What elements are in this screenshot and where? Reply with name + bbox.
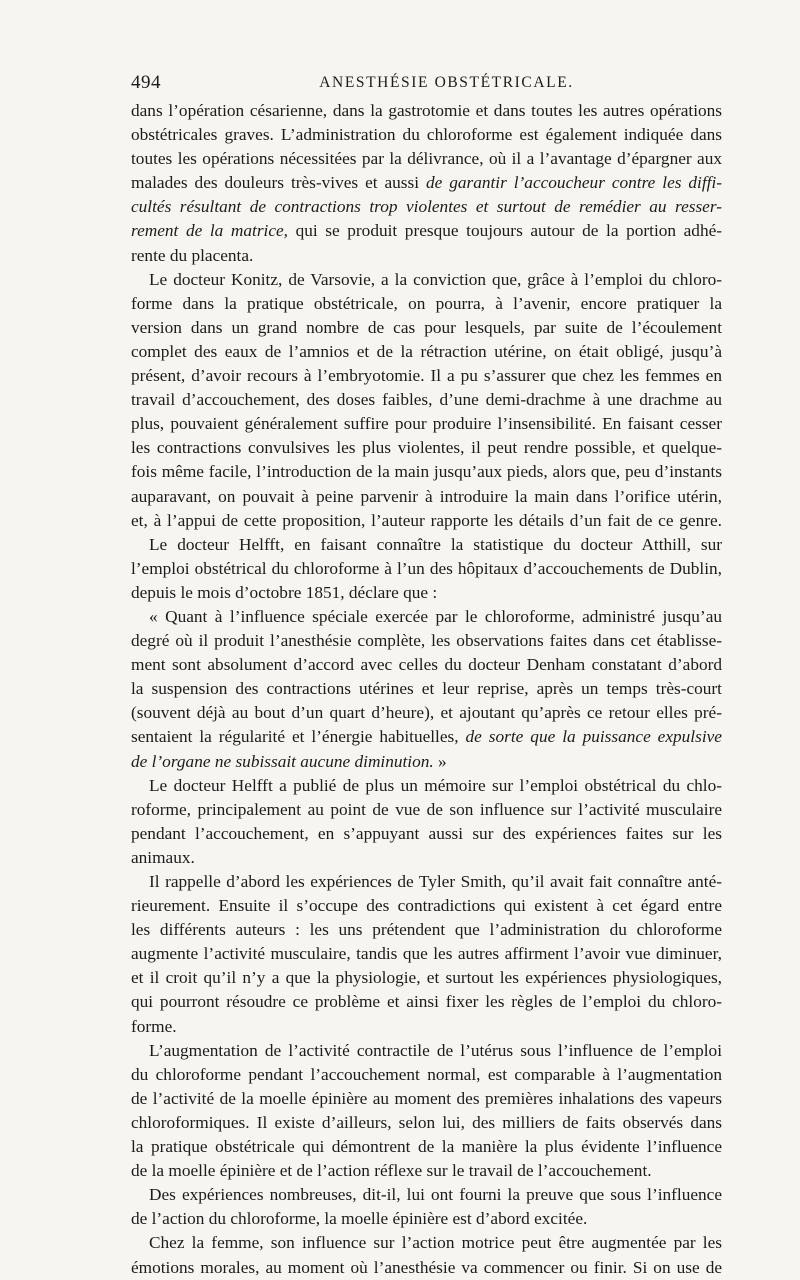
text-run: et il croit qu’il n’y a que la physiologie, et surtout les expériences physiologiques, xyxy=(131,968,722,988)
text-run: Le docteur Konitz, de Varsovie, a la conviction que, grâce à l’emploi du chloro- xyxy=(149,269,722,289)
text-run: ment sont absolument d’accord avec celles du docteur Denham constatant d’abord xyxy=(131,655,722,675)
text-line xyxy=(131,629,722,653)
text-line xyxy=(131,244,722,268)
text-line xyxy=(131,725,722,749)
text-line xyxy=(131,846,722,870)
text-line xyxy=(131,557,722,581)
page-number: 494 xyxy=(131,72,161,93)
text-line xyxy=(131,436,722,460)
text-run: Chez la femme, son influence sur l’action motrice peut être augmentée par les xyxy=(149,1233,722,1253)
text-line xyxy=(131,1063,722,1087)
italic-run: de garantir l’accoucheur contre les diffi- xyxy=(425,173,722,193)
text-line xyxy=(131,750,722,774)
italic-run: rement de la matrice, xyxy=(131,221,289,241)
text-run: complet des eaux de l’amnios et de la rétraction utérine, on était obligé, jusqu’à xyxy=(131,341,722,361)
text-line xyxy=(131,870,722,894)
text-line xyxy=(131,340,722,364)
text-line xyxy=(131,147,722,171)
text-run: du chloroforme pendant l’accouchement normal, est comparable à l’augmentation xyxy=(131,1064,722,1084)
text-run: depuis le mois d’octobre 1851, déclare que : xyxy=(131,582,438,602)
text-line xyxy=(131,1159,722,1183)
text-line xyxy=(131,485,722,509)
text-run: émotions morales, au moment où l’anesthésie va commencer ou finir. Si on use de xyxy=(131,1257,722,1277)
italic-run: de sorte que la puissance expulsive xyxy=(465,727,722,747)
text-run: Il rappelle d’abord les expériences de Tyler Smith, qu’il avait fait connaître anté- xyxy=(149,872,722,891)
text-line xyxy=(131,460,722,484)
text-line xyxy=(131,1015,722,1039)
text-line xyxy=(131,701,722,725)
text-run: sentaient la régularité et l’énergie habituelles, xyxy=(131,727,466,747)
text-line xyxy=(131,966,722,990)
text-run: l’emploi obstétrical du chloroforme à l’un des hôpitaux d’accouchements de Dublin, xyxy=(131,558,722,578)
text-run: chloroformiques. Il existe d’ailleurs, selon lui, des milliers de faits observés dans xyxy=(131,1112,722,1132)
text-line xyxy=(131,653,722,677)
text-run: « Quant à l’influence spéciale exercée par le chloroforme, administré jusqu’au xyxy=(149,606,722,626)
text-run: présent, d’avoir recours à l’embryotomie. Il a pu s’assurer que chez les femmes en xyxy=(131,366,722,386)
text-run: rieurement. Ensuite il s’occupe des contradictions qui existent à cet égard entre xyxy=(131,896,722,916)
text-line xyxy=(131,123,722,147)
text-line xyxy=(131,894,722,918)
italic-run: de l’organe ne subissait aucune diminution. xyxy=(131,751,434,771)
text-run: rente du placenta. xyxy=(131,245,254,265)
page-header xyxy=(131,72,722,96)
text-line xyxy=(131,99,722,123)
text-line xyxy=(131,1207,722,1231)
text-run: roforme, principalement au point de vue de son influence sur l’activité musculaire xyxy=(131,799,722,819)
text-line xyxy=(131,509,722,533)
text-run: dans l’opération césarienne, dans la gastrotomie et dans toutes les autres opérations xyxy=(131,101,722,120)
text-line xyxy=(131,1087,722,1111)
text-run: (souvent déjà au bout d’un quart d’heure), et ajoutant qu’après ce retour elles pré- xyxy=(131,703,722,723)
text-line xyxy=(131,268,722,292)
running-title: ANESTHÉSIE OBSTÉTRICALE. xyxy=(319,74,574,91)
text-run: de la moelle épinière et de l’action réflexe sur le travail de l’accouchement. xyxy=(131,1161,652,1181)
text-run: qui se produit presque toujours autour de la portion adhé- xyxy=(288,221,722,241)
text-line xyxy=(131,171,722,195)
text-line xyxy=(131,990,722,1014)
text-run: auparavant, on pouvait à peine parvenir à introduire la main dans l’orifice utérin, xyxy=(131,486,722,506)
text-run: les différents auteurs : les uns prétendent que l’administration du chloroforme xyxy=(131,920,722,940)
text-run: forme. xyxy=(131,1016,177,1036)
text-run: Le docteur Helfft, en faisant connaître la statistique du docteur Atthill, sur xyxy=(149,534,722,554)
text-run: de l’action du chloroforme, la moelle épinière est d’abord excitée. xyxy=(131,1209,588,1229)
text-run: version dans un grand nombre de cas pour lesquels, par suite de l’écoulement xyxy=(131,317,722,337)
text-line xyxy=(131,1135,722,1159)
text-line xyxy=(131,1111,722,1135)
text-run: et, à l’appui de cette proposition, l’auteur rapporte les détails d’un fait de ce genre. xyxy=(131,510,722,530)
text-run: malades des douleurs très-vives et aussi xyxy=(131,173,426,193)
text-run: toutes les opérations nécessitées par la délivrance, où il a l’avantage d’épargner aux xyxy=(131,149,722,169)
text-run: » xyxy=(433,751,447,771)
text-run: obstétricales graves. L’administration du chloroforme est également indiquée dans xyxy=(131,125,722,145)
text-run: forme dans la pratique obstétricale, on pourra, à l’avenir, encore pratiquer la xyxy=(131,293,722,313)
text-run: la pratique obstétricale qui démontrent de la manière la plus évidente l’influence xyxy=(131,1137,722,1157)
text-line xyxy=(131,798,722,822)
text-run: animaux. xyxy=(131,847,195,867)
text-line xyxy=(131,388,722,412)
text-run: travail d’accouchement, des doses faibles, d’une demi-drachme à une drachme au xyxy=(131,390,722,410)
text-line xyxy=(131,581,722,605)
text-line xyxy=(131,918,722,942)
text-line xyxy=(131,412,722,436)
text-line xyxy=(131,316,722,340)
text-run: Le docteur Helfft a publié de plus un mémoire sur l’emploi obstétrical du chlo- xyxy=(149,775,722,795)
text-run: qui pourront résoudre ce problème et ainsi fixer les règles de l’emploi du chloro- xyxy=(131,992,722,1012)
text-line xyxy=(131,219,722,243)
text-line xyxy=(131,364,722,388)
text-line xyxy=(131,1183,722,1207)
text-run: L’augmentation de l’activité contractile de l’utérus sous l’influence de l’emploi xyxy=(149,1040,722,1060)
italic-run: cultés résultant de contractions trop violentes et surtout de remédier au resser- xyxy=(131,197,722,217)
body-text xyxy=(131,99,722,1280)
text-run: degré où il produit l’anesthésie complète, les observations faites dans cet établisse- xyxy=(131,631,722,651)
text-line xyxy=(131,1039,722,1063)
text-line xyxy=(131,1256,722,1280)
text-run: les contractions convulsives les plus violentes, il peut rendre possible, et quelque- xyxy=(131,438,722,458)
text-run: pendant l’accouchement, en s’appuyant aussi sur des expériences faites sur les xyxy=(131,823,722,843)
text-line xyxy=(131,677,722,701)
text-line xyxy=(131,195,722,219)
text-line xyxy=(131,822,722,846)
text-line xyxy=(131,942,722,966)
text-line xyxy=(131,292,722,316)
text-run: Des expériences nombreuses, dit-il, lui ont fourni la preuve que sous l’influence xyxy=(149,1185,722,1205)
text-run: de l’activité de la moelle épinière au moment des premières inhalations des vapeurs xyxy=(131,1088,722,1108)
text-run: augmente l’activité musculaire, tandis que les autres affirment l’avoir vue diminuer, xyxy=(131,944,722,964)
text-line xyxy=(131,774,722,798)
text-run: la suspension des contractions utérines et leur reprise, après un temps très-court xyxy=(131,679,722,699)
text-line xyxy=(131,533,722,557)
text-line xyxy=(131,1231,722,1255)
text-run: fois même facile, l’introduction de la main jusqu’aux pieds, alors que, peu d’instants xyxy=(131,462,722,482)
text-run: plus, pouvaient généralement suffire pour produire l’insensibilité. En faisant cesser xyxy=(131,414,722,434)
text-line xyxy=(131,605,722,629)
